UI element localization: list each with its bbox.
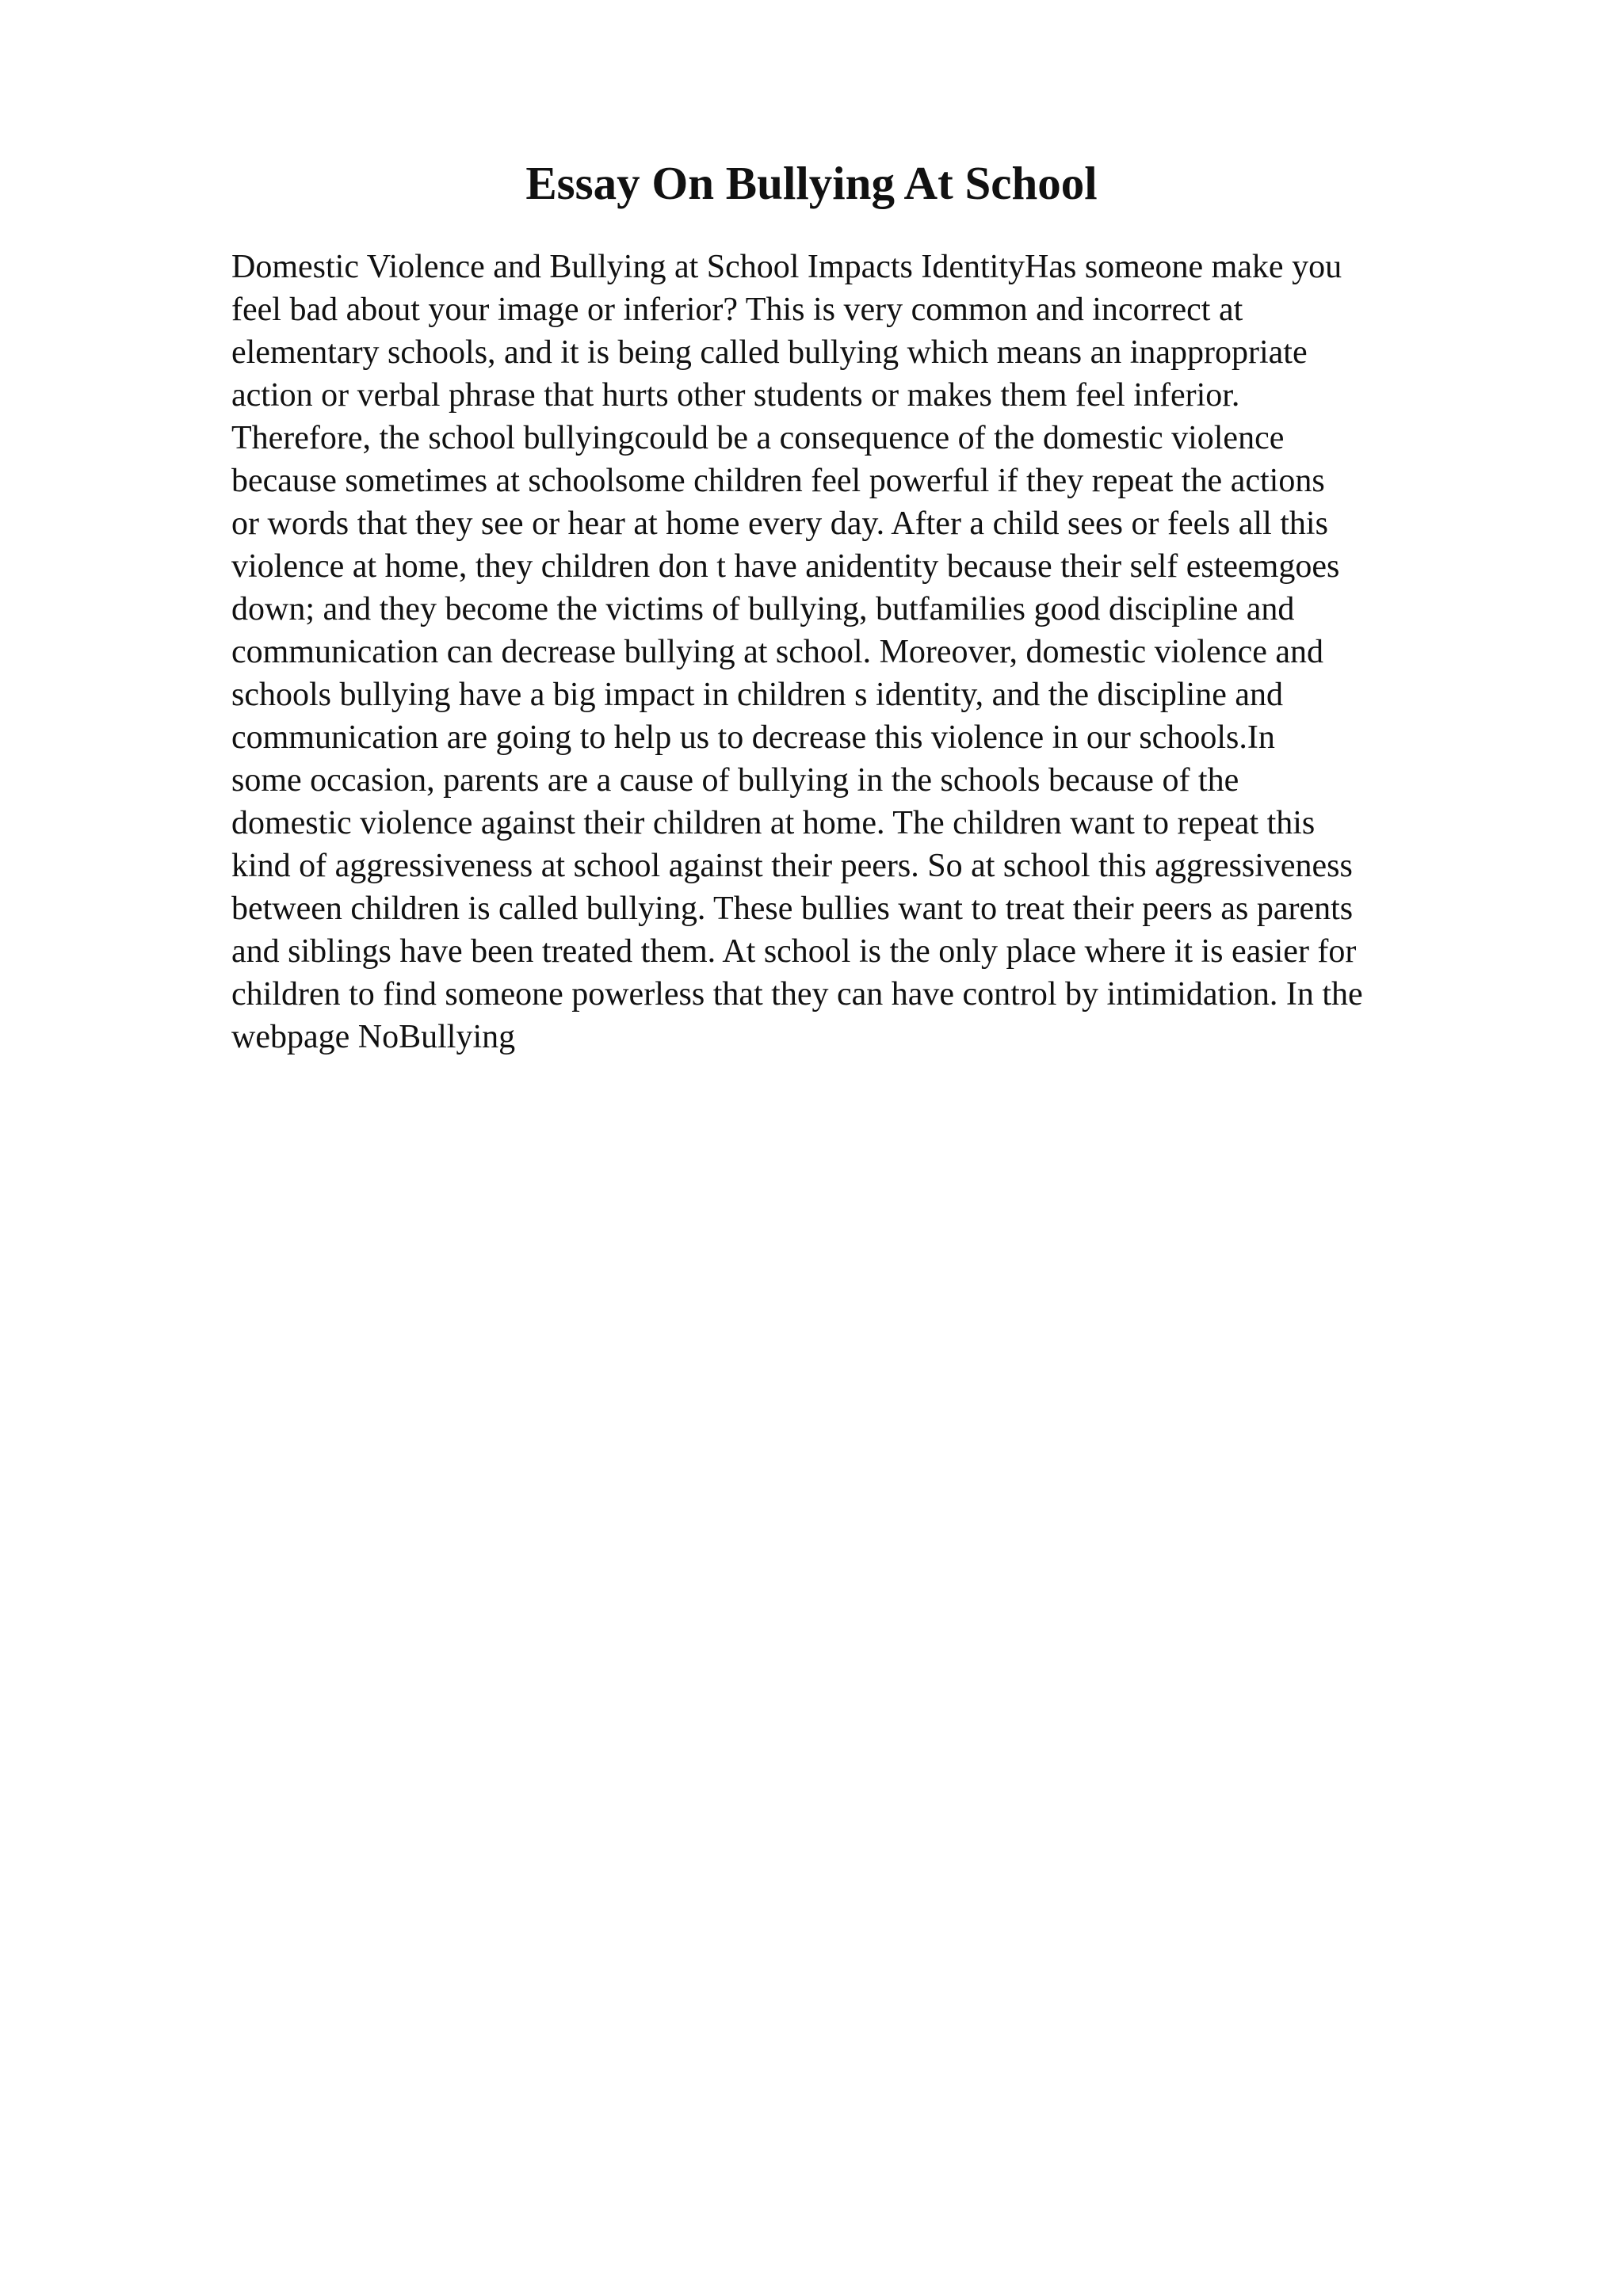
essay-line: between children is called bullying. These bullies want to treat their peers as parents	[231, 891, 1354, 927]
essay-line: Therefore, the school bullyingcould be a consequence of the domestic violence	[231, 420, 1285, 456]
essay-line: elementary schools, and it is being called bullying which means an inappropriate	[231, 334, 1308, 371]
essay-line: some occasion, parents are a cause of bullying in the schools because of the	[231, 762, 1239, 799]
essay-line: domestic violence against their children at home. The children want to repeat this	[231, 805, 1316, 841]
document-title: Essay On Bullying At School	[525, 157, 1098, 209]
essay-line: communication can decrease bullying at school. Moreover, domestic violence and	[231, 634, 1324, 670]
essay-line: down; and they become the victims of bullying, butfamilies good discipline and	[231, 591, 1295, 627]
essay-line: communication are going to help us to decrease this violence in our schools.In	[231, 719, 1275, 756]
essay-line: feel bad about your image or inferior? This is very common and incorrect at	[231, 292, 1243, 328]
essay-body	[231, 246, 1515, 1058]
essay-line: because sometimes at schoolsome children feel powerful if they repeat the actions	[231, 463, 1325, 499]
essay-line: and siblings have been treated them. At school is the only place where it is easier for	[231, 933, 1357, 970]
essay-line: children to find someone powerless that they can have control by intimidation. In the	[231, 976, 1363, 1013]
essay-line: violence at home, they children don t have anidentity because their self esteemgoes	[231, 548, 1340, 585]
essay-line: kind of aggressiveness at school against their peers. So at school this aggressiveness	[231, 848, 1353, 884]
essay-line: Domestic Violence and Bullying at School Impacts IdentityHas someone make you	[231, 249, 1342, 285]
essay-line: webpage NoBullying	[231, 1019, 516, 1055]
essay-line: or words that they see or hear at home every day. After a child sees or feels all this	[231, 505, 1328, 542]
essay-line: action or verbal phrase that hurts other students or makes them feel inferior.	[231, 377, 1240, 414]
essay-line: schools bullying have a big impact in children s identity, and the discipline and	[231, 677, 1283, 713]
